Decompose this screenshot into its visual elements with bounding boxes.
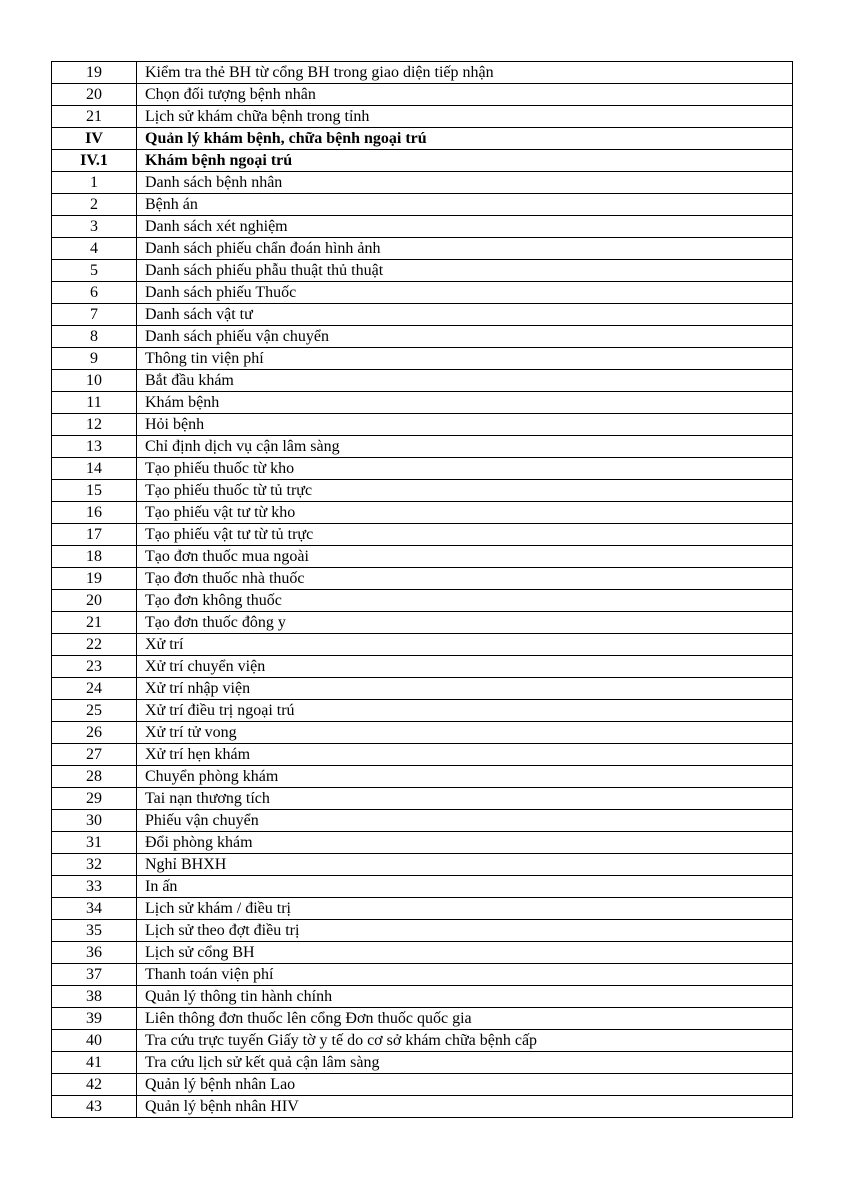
row-name: Danh sách phiếu vận chuyển [137,326,793,348]
row-number: 10 [52,370,137,392]
row-name: Liên thông đơn thuốc lên cổng Đơn thuốc quốc gia [137,1008,793,1030]
table-row [52,260,793,282]
row-number: 7 [52,304,137,326]
row-number: 40 [52,1030,137,1052]
row-number: 24 [52,678,137,700]
row-name: Quản lý bệnh nhân HIV [137,1096,793,1118]
row-number: 42 [52,1074,137,1096]
row-name: Quản lý bệnh nhân Lao [137,1074,793,1096]
row-number: 25 [52,700,137,722]
row-number: 11 [52,392,137,414]
table-row [52,656,793,678]
row-number: 8 [52,326,137,348]
table-row [52,502,793,524]
row-number: 31 [52,832,137,854]
table-row [52,216,793,238]
row-name: Chỉ định dịch vụ cận lâm sàng [137,436,793,458]
table-row [52,986,793,1008]
row-number: 14 [52,458,137,480]
row-name: Danh sách xét nghiệm [137,216,793,238]
row-name: Khám bệnh [137,392,793,414]
row-number: 17 [52,524,137,546]
table-row [52,326,793,348]
table-row [52,766,793,788]
row-name: Xử trí [137,634,793,656]
row-number: 19 [52,568,137,590]
row-name: Bệnh án [137,194,793,216]
row-name: Tạo đơn không thuốc [137,590,793,612]
table-row [52,634,793,656]
row-name: Danh sách vật tư [137,304,793,326]
table-row [52,1096,793,1118]
table-row [52,700,793,722]
row-number: IV [52,128,137,150]
section-row [52,128,793,150]
table-row [52,568,793,590]
section-row [52,150,793,172]
table-row [52,854,793,876]
table-row [52,1052,793,1074]
row-number: 21 [52,612,137,634]
row-name: Quản lý khám bệnh, chữa bệnh ngoại trú [137,128,793,150]
row-number: 2 [52,194,137,216]
row-number: 30 [52,810,137,832]
row-name: Tạo đơn thuốc nhà thuốc [137,568,793,590]
row-name: Tạo đơn thuốc mua ngoài [137,546,793,568]
row-number: 41 [52,1052,137,1074]
table-row [52,612,793,634]
row-name: Tạo phiếu vật tư từ kho [137,502,793,524]
table-row [52,810,793,832]
row-number: 9 [52,348,137,370]
row-name: Tra cứu lịch sử kết quả cận lâm sàng [137,1052,793,1074]
row-name: Danh sách phiếu chẩn đoán hình ảnh [137,238,793,260]
table-row [52,370,793,392]
row-number: 5 [52,260,137,282]
row-number: 32 [52,854,137,876]
table-row [52,414,793,436]
table-row [52,282,793,304]
table-row [52,304,793,326]
table-row [52,546,793,568]
table-row [52,194,793,216]
row-name: Kiểm tra thẻ BH từ cổng BH trong giao diện tiếp nhận [137,62,793,84]
row-name: Tạo phiếu thuốc từ kho [137,458,793,480]
row-number: 43 [52,1096,137,1118]
row-name: Thanh toán viện phí [137,964,793,986]
row-number: 27 [52,744,137,766]
table-row [52,920,793,942]
row-number: 3 [52,216,137,238]
row-name: Danh sách phiếu phẫu thuật thủ thuật [137,260,793,282]
row-number: 1 [52,172,137,194]
row-name: Xử trí tử vong [137,722,793,744]
row-number: 34 [52,898,137,920]
row-name: Danh sách bệnh nhân [137,172,793,194]
row-name: Lịch sử khám / điều trị [137,898,793,920]
row-name: Quản lý thông tin hành chính [137,986,793,1008]
row-name: Lịch sử cổng BH [137,942,793,964]
row-name: Xử trí hẹn khám [137,744,793,766]
table-row [52,678,793,700]
feature-table [51,61,793,1118]
row-name: Khám bệnh ngoại trú [137,150,793,172]
row-name: Tai nạn thương tích [137,788,793,810]
row-name: Lịch sử theo đợt điều trị [137,920,793,942]
table-row [52,832,793,854]
row-number: 38 [52,986,137,1008]
row-name: Nghỉ BHXH [137,854,793,876]
row-number: 13 [52,436,137,458]
row-name: Phiếu vận chuyển [137,810,793,832]
table-row [52,590,793,612]
table-row [52,744,793,766]
table-row [52,348,793,370]
table-row [52,788,793,810]
row-number: 12 [52,414,137,436]
row-number: 4 [52,238,137,260]
row-name: Xử trí điều trị ngoại trú [137,700,793,722]
table-row [52,392,793,414]
row-number: 6 [52,282,137,304]
row-number: 20 [52,590,137,612]
table-row [52,898,793,920]
table-row [52,458,793,480]
table-row [52,1030,793,1052]
table-row [52,480,793,502]
table-row [52,106,793,128]
row-name: Đổi phòng khám [137,832,793,854]
row-number: 33 [52,876,137,898]
table-row [52,876,793,898]
table-row [52,62,793,84]
row-name: Chuyển phòng khám [137,766,793,788]
row-number: 35 [52,920,137,942]
table-row [52,964,793,986]
row-number: 19 [52,62,137,84]
table-row [52,524,793,546]
row-number: 15 [52,480,137,502]
row-name: Tạo phiếu vật tư từ tủ trực [137,524,793,546]
table-row [52,942,793,964]
feature-table-body [52,62,793,1118]
table-row [52,172,793,194]
row-name: Xử trí chuyển viện [137,656,793,678]
row-name: Tạo phiếu thuốc từ tủ trực [137,480,793,502]
row-number: IV.1 [52,150,137,172]
row-name: Tạo đơn thuốc đông y [137,612,793,634]
row-number: 22 [52,634,137,656]
row-number: 37 [52,964,137,986]
table-row [52,722,793,744]
row-number: 16 [52,502,137,524]
row-number: 21 [52,106,137,128]
row-name: Xử trí nhập viện [137,678,793,700]
row-number: 36 [52,942,137,964]
row-name: Bắt đầu khám [137,370,793,392]
table-row [52,84,793,106]
row-number: 39 [52,1008,137,1030]
table-row [52,436,793,458]
row-name: Chọn đối tượng bệnh nhân [137,84,793,106]
row-number: 29 [52,788,137,810]
table-row [52,238,793,260]
row-number: 23 [52,656,137,678]
row-name: In ấn [137,876,793,898]
row-name: Thông tin viện phí [137,348,793,370]
row-number: 28 [52,766,137,788]
row-name: Lịch sử khám chữa bệnh trong tỉnh [137,106,793,128]
row-number: 26 [52,722,137,744]
row-number: 20 [52,84,137,106]
table-row [52,1008,793,1030]
row-name: Danh sách phiếu Thuốc [137,282,793,304]
row-name: Hỏi bệnh [137,414,793,436]
row-name: Tra cứu trực tuyến Giấy tờ y tế do cơ sở khám chữa bệnh cấp [137,1030,793,1052]
row-number: 18 [52,546,137,568]
table-row [52,1074,793,1096]
